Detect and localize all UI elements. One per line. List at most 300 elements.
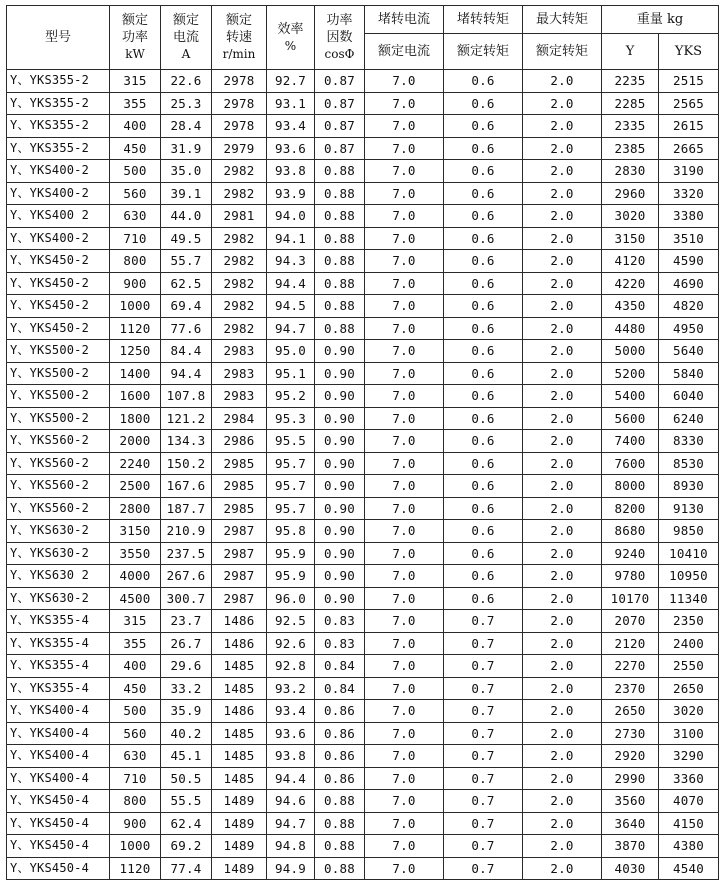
cell-efficiency: 92.6: [267, 632, 315, 655]
header-rated-current-line1: 额定: [172, 13, 199, 28]
cell-max-torque-ratio: 2.0: [523, 452, 602, 475]
cell-locked-torque-ratio: 0.6: [444, 205, 523, 228]
cell-weight-y: 2730: [602, 722, 659, 745]
cell-efficiency: 94.4: [267, 767, 315, 790]
cell-efficiency: 94.9: [267, 857, 315, 880]
cell-rated-current: 40.2: [161, 722, 212, 745]
cell-locked-torque-ratio: 0.6: [444, 430, 523, 453]
cell-locked-current-ratio: 7.0: [365, 92, 444, 115]
cell-model: Y、YKS560-2: [7, 452, 110, 475]
cell-max-torque-ratio: 2.0: [523, 92, 602, 115]
cell-locked-torque-ratio: 0.7: [444, 790, 523, 813]
table-row: [7, 137, 719, 160]
cell-rated-power: 3550: [110, 542, 161, 565]
cell-locked-current-ratio: 7.0: [365, 115, 444, 138]
cell-locked-current-ratio: 7.0: [365, 857, 444, 880]
cell-weight-yks: 4690: [659, 272, 719, 295]
cell-model: Y、YKS630-2: [7, 520, 110, 543]
table-row: [7, 655, 719, 678]
cell-locked-current-ratio: 7.0: [365, 362, 444, 385]
cell-weight-yks: 2650: [659, 677, 719, 700]
cell-max-torque-ratio: 2.0: [523, 857, 602, 880]
cell-model: Y、YKS560-2: [7, 497, 110, 520]
cell-model: Y、YKS450-2: [7, 272, 110, 295]
cell-rated-speed: 2983: [212, 340, 267, 363]
cell-weight-yks: 6240: [659, 407, 719, 430]
cell-weight-y: 5000: [602, 340, 659, 363]
cell-rated-power: 400: [110, 115, 161, 138]
cell-efficiency: 95.7: [267, 475, 315, 498]
cell-rated-speed: 2987: [212, 565, 267, 588]
cell-rated-current: 25.3: [161, 92, 212, 115]
cell-rated-current: 26.7: [161, 632, 212, 655]
cell-weight-y: 7400: [602, 430, 659, 453]
cell-locked-torque-ratio: 0.6: [444, 565, 523, 588]
cell-power-factor: 0.90: [315, 520, 365, 543]
cell-max-torque-ratio: 2.0: [523, 632, 602, 655]
table-row: [7, 340, 719, 363]
cell-power-factor: 0.90: [315, 452, 365, 475]
cell-efficiency: 94.7: [267, 317, 315, 340]
cell-weight-yks: 4950: [659, 317, 719, 340]
cell-rated-current: 33.2: [161, 677, 212, 700]
cell-locked-current-ratio: 7.0: [365, 452, 444, 475]
table-row: [7, 205, 719, 228]
cell-model: Y、YKS400-4: [7, 745, 110, 768]
cell-max-torque-ratio: 2.0: [523, 407, 602, 430]
cell-rated-speed: 2982: [212, 317, 267, 340]
cell-max-torque-ratio: 2.0: [523, 542, 602, 565]
table-row: [7, 835, 719, 858]
cell-rated-current: 267.6: [161, 565, 212, 588]
cell-efficiency: 94.6: [267, 790, 315, 813]
cell-rated-speed: 1489: [212, 857, 267, 880]
cell-max-torque-ratio: 2.0: [523, 475, 602, 498]
cell-weight-yks: 3380: [659, 205, 719, 228]
cell-weight-y: 5200: [602, 362, 659, 385]
cell-locked-current-ratio: 7.0: [365, 475, 444, 498]
table-row: [7, 70, 719, 93]
cell-model: Y、YKS400-4: [7, 767, 110, 790]
cell-rated-speed: 2981: [212, 205, 267, 228]
cell-rated-speed: 2982: [212, 295, 267, 318]
cell-weight-yks: 3360: [659, 767, 719, 790]
cell-locked-current-ratio: 7.0: [365, 677, 444, 700]
cell-efficiency: 94.1: [267, 227, 315, 250]
cell-max-torque-ratio: 2.0: [523, 835, 602, 858]
cell-rated-power: 2000: [110, 430, 161, 453]
cell-efficiency: 96.0: [267, 587, 315, 610]
cell-power-factor: 0.87: [315, 70, 365, 93]
cell-power-factor: 0.90: [315, 407, 365, 430]
table-row: [7, 92, 719, 115]
cell-power-factor: 0.88: [315, 272, 365, 295]
cell-rated-current: 28.4: [161, 115, 212, 138]
header-efficiency-unit: %: [284, 38, 297, 53]
cell-rated-speed: 2985: [212, 497, 267, 520]
cell-rated-current: 44.0: [161, 205, 212, 228]
cell-rated-power: 355: [110, 632, 161, 655]
cell-rated-speed: 2982: [212, 160, 267, 183]
header-rated-current: [161, 6, 212, 70]
cell-power-factor: 0.88: [315, 835, 365, 858]
cell-max-torque-ratio: 2.0: [523, 700, 602, 723]
cell-efficiency: 93.8: [267, 745, 315, 768]
cell-weight-yks: 4380: [659, 835, 719, 858]
table-row: [7, 722, 719, 745]
cell-rated-current: 77.4: [161, 857, 212, 880]
cell-locked-current-ratio: 7.0: [365, 205, 444, 228]
cell-power-factor: 0.90: [315, 362, 365, 385]
cell-locked-torque-ratio: 0.7: [444, 857, 523, 880]
cell-efficiency: 95.0: [267, 340, 315, 363]
cell-weight-yks: 2515: [659, 70, 719, 93]
table-row: [7, 812, 719, 835]
header-rated-power: [110, 6, 161, 70]
cell-weight-y: 8680: [602, 520, 659, 543]
cell-weight-yks: 11340: [659, 587, 719, 610]
cell-max-torque-ratio: 2.0: [523, 317, 602, 340]
header-power-factor: [315, 6, 365, 70]
cell-rated-speed: 1485: [212, 767, 267, 790]
cell-power-factor: 0.86: [315, 722, 365, 745]
header-rated-current-unit: A: [181, 47, 191, 61]
cell-model: Y、YKS355-2: [7, 70, 110, 93]
cell-power-factor: 0.88: [315, 812, 365, 835]
header-power-factor-unit: cosΦ: [324, 47, 355, 61]
cell-weight-y: 4480: [602, 317, 659, 340]
cell-weight-yks: 6040: [659, 385, 719, 408]
cell-power-factor: 0.90: [315, 542, 365, 565]
cell-model: Y、YKS630-2: [7, 587, 110, 610]
cell-weight-yks: 2350: [659, 610, 719, 633]
cell-locked-current-ratio: 7.0: [365, 722, 444, 745]
cell-model: Y、YKS450-4: [7, 835, 110, 858]
cell-efficiency: 95.3: [267, 407, 315, 430]
cell-efficiency: 95.1: [267, 362, 315, 385]
header-model: 型号: [7, 6, 110, 70]
table-row: [7, 182, 719, 205]
cell-locked-torque-ratio: 0.6: [444, 587, 523, 610]
cell-rated-speed: 2986: [212, 430, 267, 453]
cell-efficiency: 93.1: [267, 92, 315, 115]
cell-locked-torque-ratio: 0.6: [444, 452, 523, 475]
cell-locked-current-ratio: 7.0: [365, 812, 444, 835]
cell-locked-current-ratio: 7.0: [365, 137, 444, 160]
cell-weight-y: 3870: [602, 835, 659, 858]
header-rated-torque-ratio: 额定转矩: [444, 34, 523, 70]
cell-efficiency: 93.4: [267, 700, 315, 723]
cell-rated-power: 800: [110, 790, 161, 813]
cell-model: Y、YKS400-2: [7, 182, 110, 205]
cell-locked-torque-ratio: 0.6: [444, 407, 523, 430]
cell-efficiency: 93.9: [267, 182, 315, 205]
cell-max-torque-ratio: 2.0: [523, 745, 602, 768]
cell-model: Y、YKS400-2: [7, 227, 110, 250]
cell-rated-power: 355: [110, 92, 161, 115]
header-power-factor-line1: 功率: [326, 13, 353, 28]
header-rated-power-line2: 功率: [121, 30, 148, 45]
header-rated-power-unit: kW: [125, 47, 145, 61]
cell-locked-torque-ratio: 0.7: [444, 835, 523, 858]
cell-model: Y、YKS450-2: [7, 317, 110, 340]
cell-weight-yks: 4540: [659, 857, 719, 880]
table-row: [7, 632, 719, 655]
cell-efficiency: 95.7: [267, 497, 315, 520]
header-weight-y: Y: [602, 34, 659, 70]
cell-max-torque-ratio: 2.0: [523, 160, 602, 183]
cell-model: Y、YKS560-2: [7, 430, 110, 453]
cell-locked-current-ratio: 7.0: [365, 272, 444, 295]
cell-weight-y: 8000: [602, 475, 659, 498]
cell-rated-current: 31.9: [161, 137, 212, 160]
cell-locked-current-ratio: 7.0: [365, 250, 444, 273]
cell-locked-torque-ratio: 0.7: [444, 767, 523, 790]
cell-rated-power: 900: [110, 812, 161, 835]
cell-locked-current-ratio: 7.0: [365, 385, 444, 408]
table-row: [7, 452, 719, 475]
header-locked-rotor-torque: 堵转转矩: [444, 6, 523, 34]
cell-rated-power: 315: [110, 70, 161, 93]
cell-locked-torque-ratio: 0.6: [444, 340, 523, 363]
cell-power-factor: 0.88: [315, 250, 365, 273]
cell-max-torque-ratio: 2.0: [523, 385, 602, 408]
cell-efficiency: 94.3: [267, 250, 315, 273]
cell-model: Y、YKS450-4: [7, 790, 110, 813]
cell-max-torque-ratio: 2.0: [523, 677, 602, 700]
cell-locked-torque-ratio: 0.7: [444, 722, 523, 745]
cell-rated-speed: 1485: [212, 655, 267, 678]
cell-weight-yks: 4070: [659, 790, 719, 813]
cell-locked-current-ratio: 7.0: [365, 407, 444, 430]
cell-power-factor: 0.87: [315, 137, 365, 160]
cell-locked-current-ratio: 7.0: [365, 767, 444, 790]
cell-locked-current-ratio: 7.0: [365, 182, 444, 205]
cell-weight-yks: 2550: [659, 655, 719, 678]
cell-rated-current: 39.1: [161, 182, 212, 205]
cell-locked-current-ratio: 7.0: [365, 745, 444, 768]
cell-rated-speed: 1485: [212, 722, 267, 745]
table-row: [7, 160, 719, 183]
cell-max-torque-ratio: 2.0: [523, 272, 602, 295]
cell-rated-power: 1000: [110, 835, 161, 858]
cell-locked-torque-ratio: 0.6: [444, 137, 523, 160]
table-row: [7, 407, 719, 430]
cell-rated-speed: 2983: [212, 385, 267, 408]
cell-rated-current: 69.4: [161, 295, 212, 318]
table-body: [7, 70, 719, 880]
cell-power-factor: 0.88: [315, 160, 365, 183]
cell-rated-current: 62.4: [161, 812, 212, 835]
cell-rated-speed: 2982: [212, 227, 267, 250]
cell-weight-yks: 8330: [659, 430, 719, 453]
cell-efficiency: 94.4: [267, 272, 315, 295]
cell-rated-power: 710: [110, 767, 161, 790]
cell-rated-speed: 2978: [212, 115, 267, 138]
cell-efficiency: 95.9: [267, 542, 315, 565]
cell-max-torque-ratio: 2.0: [523, 520, 602, 543]
table-row: [7, 362, 719, 385]
cell-efficiency: 92.7: [267, 70, 315, 93]
cell-weight-y: 2370: [602, 677, 659, 700]
cell-power-factor: 0.86: [315, 700, 365, 723]
cell-weight-y: 2385: [602, 137, 659, 160]
cell-rated-speed: 2985: [212, 475, 267, 498]
cell-rated-current: 210.9: [161, 520, 212, 543]
cell-locked-current-ratio: 7.0: [365, 655, 444, 678]
cell-efficiency: 94.8: [267, 835, 315, 858]
cell-weight-y: 2335: [602, 115, 659, 138]
cell-weight-y: 8200: [602, 497, 659, 520]
cell-locked-torque-ratio: 0.6: [444, 475, 523, 498]
cell-weight-y: 2920: [602, 745, 659, 768]
cell-weight-yks: 10950: [659, 565, 719, 588]
cell-model: Y、YKS500-2: [7, 385, 110, 408]
cell-weight-y: 2285: [602, 92, 659, 115]
cell-rated-current: 134.3: [161, 430, 212, 453]
cell-max-torque-ratio: 2.0: [523, 205, 602, 228]
cell-max-torque-ratio: 2.0: [523, 250, 602, 273]
cell-locked-torque-ratio: 0.6: [444, 385, 523, 408]
cell-weight-yks: 3510: [659, 227, 719, 250]
header-rated-current-line2: 电流: [172, 30, 199, 45]
cell-locked-current-ratio: 7.0: [365, 700, 444, 723]
cell-model: Y、YKS630 2: [7, 565, 110, 588]
header-locked-rotor-current: 堵转电流: [365, 6, 444, 34]
cell-rated-power: 560: [110, 182, 161, 205]
cell-efficiency: 95.7: [267, 452, 315, 475]
cell-power-factor: 0.88: [315, 295, 365, 318]
cell-locked-torque-ratio: 0.7: [444, 745, 523, 768]
cell-power-factor: 0.90: [315, 565, 365, 588]
cell-weight-y: 4030: [602, 857, 659, 880]
cell-efficiency: 94.5: [267, 295, 315, 318]
cell-power-factor: 0.90: [315, 340, 365, 363]
cell-model: Y、YKS400-4: [7, 722, 110, 745]
cell-rated-speed: 1485: [212, 677, 267, 700]
cell-rated-speed: 1486: [212, 632, 267, 655]
cell-model: Y、YKS450-2: [7, 250, 110, 273]
cell-model: Y、YKS400-4: [7, 700, 110, 723]
table-row: [7, 295, 719, 318]
cell-rated-power: 500: [110, 160, 161, 183]
cell-weight-yks: 4150: [659, 812, 719, 835]
cell-rated-current: 167.6: [161, 475, 212, 498]
cell-weight-y: 2830: [602, 160, 659, 183]
cell-model: Y、YKS450-4: [7, 857, 110, 880]
cell-max-torque-ratio: 2.0: [523, 115, 602, 138]
table-row: [7, 227, 719, 250]
cell-weight-y: 2070: [602, 610, 659, 633]
cell-weight-y: 2120: [602, 632, 659, 655]
table-row: [7, 542, 719, 565]
cell-locked-current-ratio: 7.0: [365, 340, 444, 363]
cell-locked-torque-ratio: 0.6: [444, 542, 523, 565]
cell-rated-power: 1250: [110, 340, 161, 363]
cell-locked-current-ratio: 7.0: [365, 70, 444, 93]
cell-locked-torque-ratio: 0.7: [444, 632, 523, 655]
cell-weight-yks: 5840: [659, 362, 719, 385]
cell-weight-yks: 3320: [659, 182, 719, 205]
header-rated-power-line1: 额定: [121, 13, 148, 28]
cell-efficiency: 93.8: [267, 160, 315, 183]
cell-model: Y、YKS355-2: [7, 137, 110, 160]
cell-rated-speed: 1489: [212, 812, 267, 835]
cell-weight-y: 4120: [602, 250, 659, 273]
cell-model: Y、YKS355-2: [7, 115, 110, 138]
cell-rated-current: 62.5: [161, 272, 212, 295]
cell-locked-current-ratio: 7.0: [365, 295, 444, 318]
cell-power-factor: 0.83: [315, 632, 365, 655]
header-weight: 重量 kg: [602, 6, 719, 34]
cell-locked-torque-ratio: 0.6: [444, 250, 523, 273]
cell-efficiency: 95.8: [267, 520, 315, 543]
cell-max-torque-ratio: 2.0: [523, 430, 602, 453]
cell-locked-torque-ratio: 0.6: [444, 520, 523, 543]
table-row: [7, 857, 719, 880]
table-row: [7, 497, 719, 520]
cell-efficiency: 93.6: [267, 722, 315, 745]
cell-model: Y、YKS560-2: [7, 475, 110, 498]
cell-rated-speed: 2987: [212, 520, 267, 543]
cell-rated-speed: 1486: [212, 700, 267, 723]
cell-rated-current: 84.4: [161, 340, 212, 363]
cell-rated-power: 630: [110, 745, 161, 768]
table-row: [7, 587, 719, 610]
cell-locked-current-ratio: 7.0: [365, 430, 444, 453]
table-row: [7, 610, 719, 633]
cell-rated-current: 187.7: [161, 497, 212, 520]
cell-rated-current: 29.6: [161, 655, 212, 678]
header-max-torque: 最大转矩: [523, 6, 602, 34]
cell-power-factor: 0.90: [315, 430, 365, 453]
cell-locked-current-ratio: 7.0: [365, 497, 444, 520]
header-rated-speed-line2: 转速: [225, 30, 252, 45]
cell-weight-yks: 8530: [659, 452, 719, 475]
cell-rated-current: 45.1: [161, 745, 212, 768]
cell-weight-y: 7600: [602, 452, 659, 475]
table-row: [7, 317, 719, 340]
cell-rated-speed: 2985: [212, 452, 267, 475]
cell-rated-speed: 2987: [212, 542, 267, 565]
cell-locked-torque-ratio: 0.6: [444, 317, 523, 340]
table-row: [7, 115, 719, 138]
cell-max-torque-ratio: 2.0: [523, 565, 602, 588]
cell-rated-speed: 1486: [212, 610, 267, 633]
cell-rated-speed: 1489: [212, 790, 267, 813]
cell-locked-current-ratio: 7.0: [365, 565, 444, 588]
cell-rated-current: 300.7: [161, 587, 212, 610]
cell-weight-yks: 2665: [659, 137, 719, 160]
cell-weight-y: 3640: [602, 812, 659, 835]
table-row: [7, 700, 719, 723]
cell-weight-y: 3020: [602, 205, 659, 228]
cell-rated-speed: 2984: [212, 407, 267, 430]
cell-rated-speed: 1489: [212, 835, 267, 858]
cell-rated-current: 150.2: [161, 452, 212, 475]
cell-power-factor: 0.88: [315, 182, 365, 205]
cell-weight-y: 3560: [602, 790, 659, 813]
cell-model: Y、YKS450-4: [7, 812, 110, 835]
table-row: [7, 430, 719, 453]
cell-max-torque-ratio: 2.0: [523, 790, 602, 813]
cell-rated-speed: 2978: [212, 70, 267, 93]
cell-rated-speed: 2987: [212, 587, 267, 610]
cell-weight-yks: 10410: [659, 542, 719, 565]
cell-max-torque-ratio: 2.0: [523, 722, 602, 745]
cell-power-factor: 0.88: [315, 317, 365, 340]
cell-rated-power: 315: [110, 610, 161, 633]
